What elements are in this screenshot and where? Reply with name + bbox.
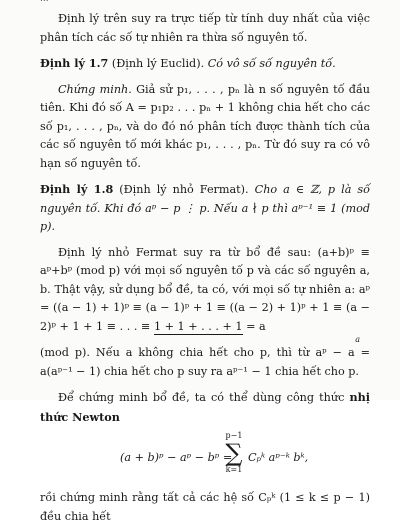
intro-paragraph: Định lý trên suy ra trực tiếp từ tính duy nhất của việc phân tích các số tự nhiên ra thừa số nguyên tố.	[40, 12, 370, 44]
sum-lower: k=1	[225, 465, 243, 474]
fermat-paragraph	[40, 244, 370, 382]
cut-off-line	[40, 0, 49, 4]
theorem-1-8-label: Định lý 1.8	[40, 182, 114, 196]
theorem-1-7-name: (Định lý Euclid).	[111, 57, 205, 70]
sigma-symbol: ∑	[225, 439, 243, 467]
formula-lhs: (a + b)ᵖ − aᵖ − bᵖ =	[120, 451, 233, 464]
theorem-1-7	[40, 54, 370, 74]
page-content	[40, 10, 370, 526]
theorem-1-7-statement: Có vô số số nguyên tố.	[207, 57, 336, 70]
theorem-1-7-label: Định lý 1.7	[40, 56, 109, 70]
underbrace-sum: 1 + 1 + . . . + 1	[153, 319, 243, 333]
newton-bold: nhị thức Newton	[40, 390, 370, 424]
binomial-formula	[40, 431, 370, 489]
theorem-1-8-name: (Định lý nhỏ Fermat).	[119, 183, 249, 196]
summation	[223, 431, 245, 475]
sum-upper: p−1	[225, 431, 243, 440]
proof-label: Chứng minh.	[58, 82, 132, 96]
theorem-1-8	[40, 180, 370, 237]
newton-prefix: Để chứng minh bổ đề, ta có thể dùng công thức	[58, 391, 345, 404]
newton-paragraph	[40, 388, 370, 427]
fermat-text-2: (mod p). Nếu a không chia hết cho p, thì từ aᵖ − a = a(aᵖ⁻¹ − 1) chia hết cho p suy ra aᵖ⁻¹ − 1 chia hết cho p.	[40, 346, 370, 378]
fermat-text-1: Định lý nhỏ Fermat suy ra từ bổ đề sau: (a+b)ᵖ ≡ aᵖ+bᵖ (mod p) với mọi số nguyên tố p và các số nguyên a, b. Thật vậy, sử dụng bổ đề, ta có, với mọi số tự nhiên a: aᵖ = ((a − 1) + 1)ᵖ ≡ (a − 1)ᵖ + 1 ≡ ((a − 2) + 1)ᵖ + 1 ≡ (a − 2)ᵖ + 1 + 1 ≡ . . . ≡	[40, 245, 370, 333]
proof-1-7	[40, 81, 370, 174]
last-paragraph: rồi chứng minh rằng tất cả các hệ số Cₚᵏ (1 ≤ k ≤ p − 1) đều chia hết	[40, 491, 370, 523]
proof-text: Giả sử p₁, . . . , pₙ là n số nguyên tố đầu tiên. Khi đó số A = p₁p₂ . . . pₙ + 1 không chia hết cho các số p₁, . . . , pₙ, và do đó nó phân tích được thành tích của các số nguyên tố mới khác p₁, . . . , pₙ. Từ đó suy ra có vô hạn số nguyên tố.	[40, 82, 370, 170]
equals-a: = a	[242, 319, 266, 333]
theorem-1-8-statement: Cho a ∈ ℤ, p là số nguyên tố. Khi đó aᵖ − p ⋮ p. Nếu a ∤ p thì aᵖ⁻¹ ≡ 1 (mod p).	[40, 183, 370, 233]
formula-term: Cₚᵏ aᵖ⁻ᵏ bᵏ,	[248, 451, 309, 464]
underbrace-label: a	[355, 335, 360, 344]
